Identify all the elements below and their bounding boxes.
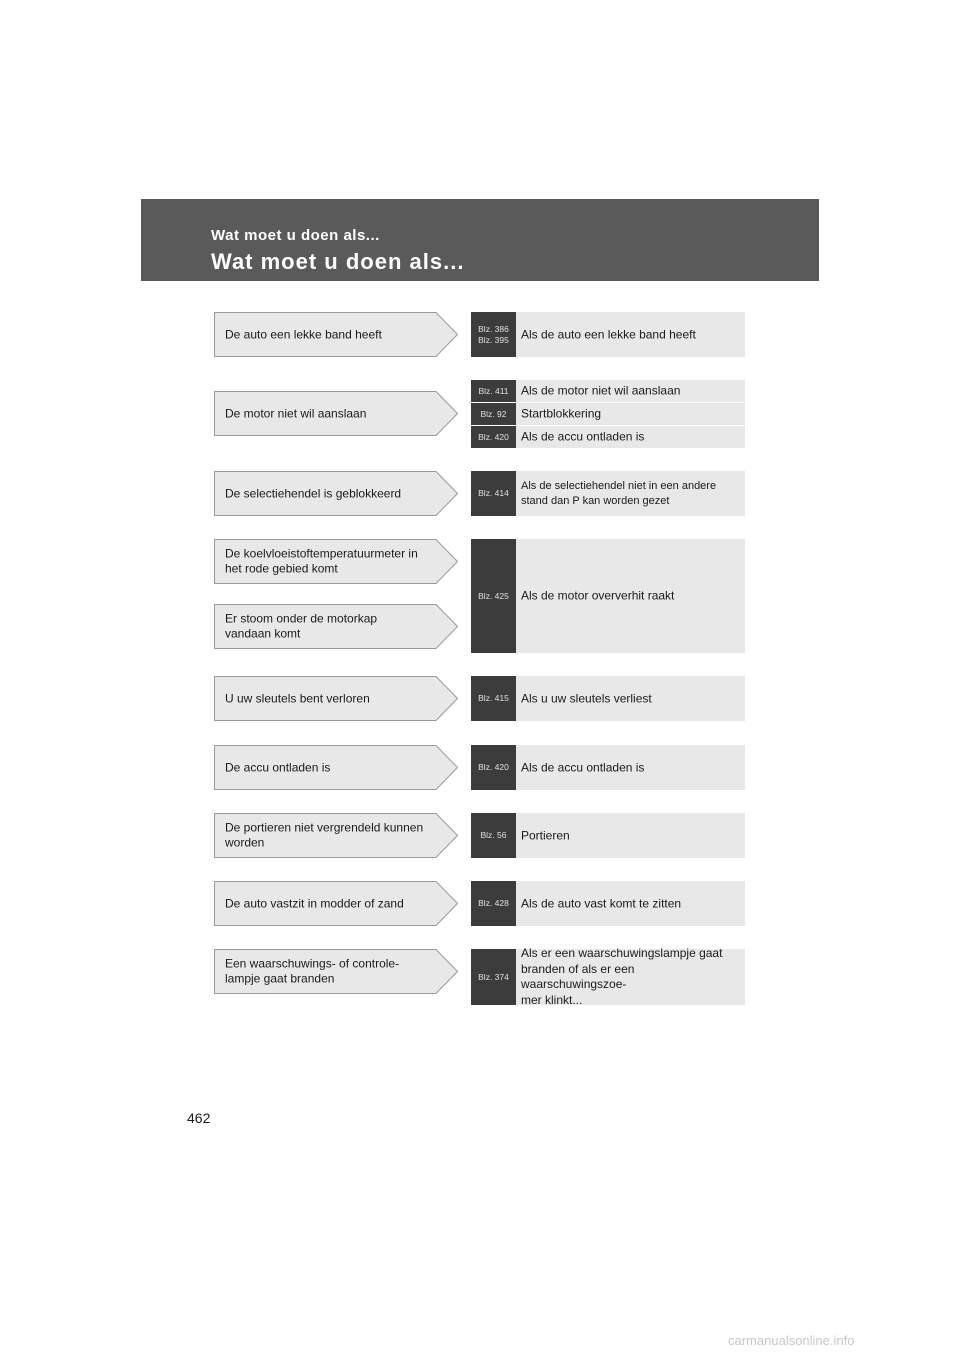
page-ref: Blz. 420 — [478, 762, 509, 772]
cause-label: De motor niet wil aanslaan — [225, 405, 367, 420]
ref-battery-discharged[interactable] — [471, 426, 745, 448]
ref-title: Als de auto een lekke band heeft — [521, 326, 696, 341]
page-ref: Blz. 428 — [478, 898, 509, 908]
cause-label: De portieren niet vergrendeld kunnen worden — [225, 820, 424, 850]
page-ref: Blz. 386 — [478, 323, 509, 334]
ref-title: Als de auto vast komt te zitten — [521, 895, 682, 910]
page-ref: Blz. 374 — [478, 971, 509, 982]
page-ref-tag — [471, 539, 516, 653]
cause-warning-light-on — [214, 949, 458, 994]
page-ref-tag — [471, 813, 516, 858]
page-ref-tag — [471, 745, 516, 790]
cause-doors-wont-lock — [214, 813, 458, 858]
cause-label: De auto vastzit in modder of zand — [225, 895, 404, 910]
page-ref-tag — [471, 426, 516, 448]
ref-stuck-vehicle[interactable] — [471, 881, 745, 926]
cause-label: Er stoom onder de motorkap vandaan komt — [225, 611, 378, 641]
cause-engine-no-start — [214, 391, 458, 436]
page-ref: Blz. 56 — [480, 830, 507, 840]
ref-keys-lost[interactable] — [471, 676, 745, 721]
cause-battery-discharged — [214, 745, 458, 790]
ref-title: Als de motor niet wil aanslaan — [521, 383, 681, 398]
cause-flat-tire — [214, 312, 458, 357]
page-ref: Blz. 415 — [478, 693, 509, 703]
cause-label: De auto een lekke band heeft — [225, 326, 382, 341]
watermark: carmanualsonline.info — [728, 1333, 855, 1348]
ref-doors[interactable] — [471, 813, 745, 858]
section-subtitle: Wat moet u doen als... — [211, 227, 380, 244]
page-number: 462 — [187, 1110, 211, 1126]
page-ref: Blz. 414 — [478, 488, 509, 498]
page-ref-tag — [471, 312, 516, 357]
ref-title: Als u uw sleutels verliest — [521, 690, 652, 705]
cause-label: De accu ontladen is — [225, 759, 331, 774]
ref-engine-no-start[interactable] — [471, 380, 745, 402]
page-ref-tag — [471, 881, 516, 926]
cause-label: De selectiehendel is geblokkeerd — [225, 485, 402, 500]
ref-warning-lights[interactable] — [471, 946, 745, 1007]
ref-overheating[interactable] — [471, 539, 745, 653]
page-ref: Blz. 420 — [478, 431, 509, 442]
ref-shift-lever[interactable] — [471, 471, 745, 516]
cause-label: Een waarschuwings- of controle- lampje gaat branden — [225, 956, 400, 986]
ref-title: Portieren — [521, 827, 570, 842]
cause-shift-lever-locked — [214, 471, 458, 516]
page-ref-tag — [471, 380, 516, 402]
cause-coolant-temp-red — [214, 539, 458, 584]
ref-title: Als er een waarschuwingslampje gaat branden of als er een waarschuwingszoe- mer klinkt... — [521, 946, 723, 1007]
page-ref-tag — [471, 949, 516, 1005]
page-ref-tag — [471, 403, 516, 425]
cause-stuck-mud-sand — [214, 881, 458, 926]
ref-title: Als de motor oververhit raakt — [521, 588, 675, 603]
page-ref: Blz. 395 — [478, 334, 509, 345]
page-ref: Blz. 411 — [478, 385, 509, 396]
page-ref: Blz. 425 — [478, 590, 509, 601]
ref-battery-discharged-2[interactable] — [471, 745, 745, 790]
ref-title: Als de selectiehendel niet in een andere stand dan P kan worden gezet — [521, 479, 717, 507]
ref-title: Startblokkering — [521, 406, 602, 421]
ref-immobilizer[interactable] — [471, 403, 745, 425]
ref-title: Als de accu ontladen is — [521, 759, 645, 774]
cause-label: U uw sleutels bent verloren — [225, 690, 370, 705]
page-ref-tag — [471, 676, 516, 721]
cause-steam-from-hood — [214, 604, 458, 649]
section-title: Wat moet u doen als... — [211, 249, 465, 274]
cause-keys-lost — [214, 676, 458, 721]
cause-label: De koelvloeistoftemperatuurmeter in het rode gebied komt — [225, 546, 418, 576]
page-ref: Blz. 92 — [480, 408, 507, 419]
ref-title: Als de accu ontladen is — [521, 429, 645, 444]
ref-flat-tire[interactable] — [471, 312, 745, 357]
page-header — [141, 199, 819, 281]
page-ref-tag — [471, 471, 516, 516]
